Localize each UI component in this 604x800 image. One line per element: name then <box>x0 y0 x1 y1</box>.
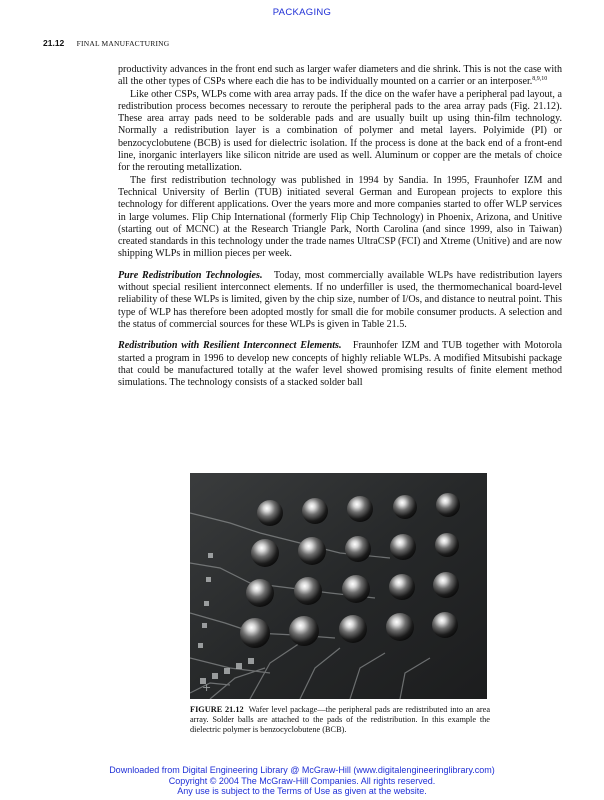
top-banner: PACKAGING <box>272 7 332 18</box>
section-title: FINAL MANUFACTURING <box>76 39 170 48</box>
figure-label: FIGURE 21.12 <box>190 705 244 714</box>
figure-caption <box>190 705 490 735</box>
running-head <box>43 38 169 48</box>
body-text <box>118 64 562 389</box>
page-number: 21.12 <box>43 38 65 48</box>
footer <box>0 765 604 797</box>
section-pure-redistribution-text: Today, most commercially available WLPs have redistribution layers without special resilient interconnect elements. If no underfiller is used, the thermomechanical board-level reliability of these WLPs is limited, given by the chip size, number of I/Os, and distance to neutral point. This type of WLP has therefore been adopted mostly for small die for mobile consumer products. A selection and the status of commercial sources for these WLPs is given in Table 21.5. <box>118 269 562 330</box>
paragraph-1-text: productivity advances in the front end such as larger wafer diameters and die shrink. This is not the case with all the other types of CSPs where each die has to be individually mounted on a carrier or an interposer. <box>118 64 562 88</box>
reference-superscript: 8,9,10 <box>532 76 548 83</box>
section-resilient-interconnect-text: Fraunhofer IZM and TUB together with Motorola started a program in 1996 to develop new concepts of highly reliable WLPs. A modified Mitsubishi package that could be manufactured totally at the wafer level showed promising results of finite element method simulations. The technology consists of a stacked solder ball <box>118 340 563 389</box>
paragraph-1 <box>118 64 562 89</box>
runin-heading-pure-redistribution: Pure Redistribution Technologies. <box>118 269 263 281</box>
paragraph-3: The first redistribution technology was published in 1994 by Sandia. In 1995, Fraunhofer IZM and Technical University of Berlin (TUB) initiated several German and European projects to explore this technology for different applications. Over the years more and more companies started to offer WLP services in large volumes. Flip Chip International (formerly Flip Chip Technology) in Phoenix, Arizona, and Unitive (starting out of MCNC) at the Research Triangle Park, North Carolina (and since 1999, also in Taiwan) created standards in this technology under the trade names UltraCSP (FCI) and Xtreme (Unitive) and are now shipping WLPs in million pieces per week. <box>118 174 562 260</box>
figure-mark: + <box>202 681 212 694</box>
section-resilient-interconnect <box>118 340 562 389</box>
paragraph-2: Like other CSPs, WLPs come with area array pads. If the dice on the wafer have a peripheral pad layout, a redistribution process becomes necessary to reroute the peripheral pads to the area array pads (Fig. 21.12). These area array pads need to be solderable pads and are usually built up using thin-film technology. Normally a redistribution layer is a combination of polymer and metal layers. Polyimide (PI) or benzocyclobutene (BCB) is used for dielectric isolation. If the process is done at the back end of a front-end line, inorganic interlayers like silicon nitride are used as well. Aluminum or copper are the metals of choice for the rerouting metallization. <box>118 88 562 174</box>
figure-wafer-photo <box>190 473 487 699</box>
footer-terms-link[interactable]: Any use is subject to the Terms of Use as given at the website. <box>177 786 427 797</box>
wafer-photo-illustration <box>190 473 487 699</box>
footer-copyright: Copyright © 2004 The McGraw-Hill Companies. All rights reserved. <box>168 775 436 786</box>
section-pure-redistribution <box>118 270 562 331</box>
runin-heading-resilient-interconnect: Redistribution with Resilient Interconnect Elements. <box>118 340 342 352</box>
footer-download-link[interactable]: Downloaded from Digital Engineering Library @ McGraw-Hill (www.digitalengineeringlibrary.com) <box>109 765 495 775</box>
figure-caption-text: Wafer level package—the peripheral pads are redistributed into an area array. Solder balls are attached to the pads of the redistribution. In this example the dielectric polymer is benzocyclobutene (BCB). <box>190 705 491 734</box>
